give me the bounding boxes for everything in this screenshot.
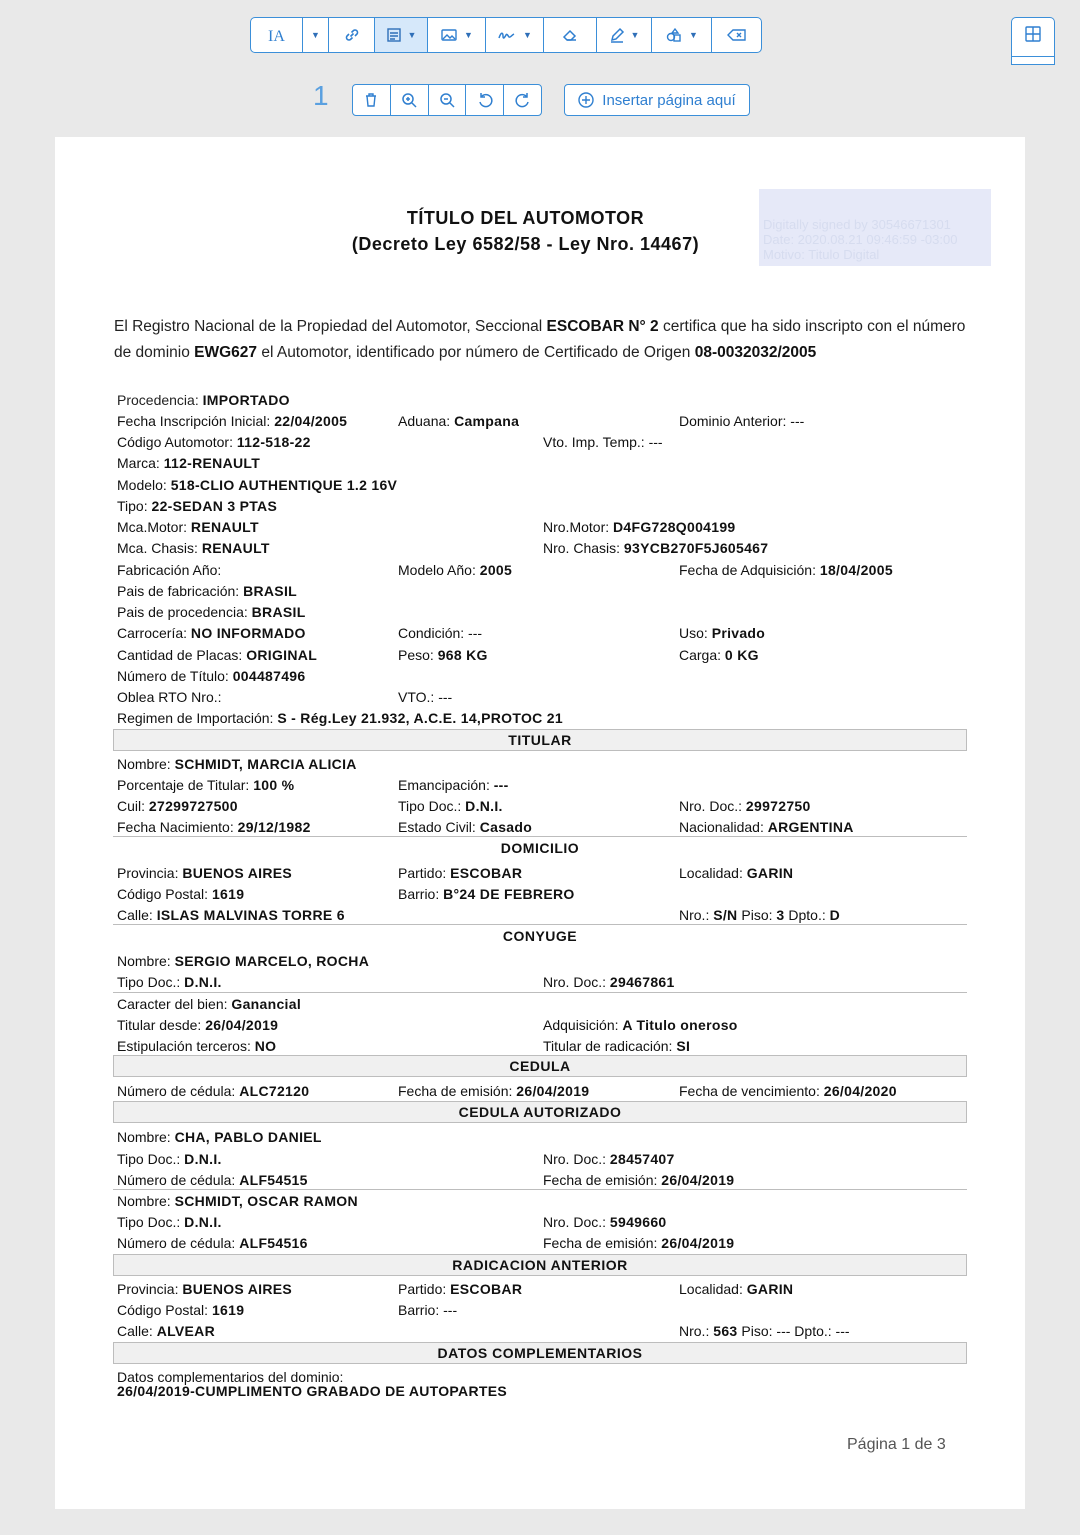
caracter-field: Caracter del bien: Ganancial bbox=[117, 996, 302, 1012]
titular-radicacion-field: Titular de radicación: SI bbox=[543, 1038, 691, 1054]
titular-desde-field: Titular desde: 26/04/2019 bbox=[117, 1017, 279, 1033]
caret-down-icon: ▼ bbox=[630, 30, 640, 40]
caret-down-icon: ▼ bbox=[311, 30, 320, 40]
tipo-field: Tipo: 22-SEDAN 3 PTAS bbox=[117, 498, 278, 514]
emancipacion-field: Emancipación: --- bbox=[398, 777, 509, 793]
form-tool-button[interactable] bbox=[375, 18, 428, 52]
title-line-1: TÍTULO DEL AUTOMOTOR bbox=[406, 208, 645, 228]
autorizado-cedula-field: Número de cédula: ALF54516 bbox=[117, 1235, 308, 1251]
field-row bbox=[117, 1149, 967, 1169]
cedula-vencimiento-field: Fecha de vencimiento: 26/04/2020 bbox=[679, 1083, 897, 1099]
text-tool-dropdown[interactable] bbox=[303, 18, 329, 52]
tipo-doc-field: Tipo Doc.: D.N.I. bbox=[398, 798, 503, 814]
field-row bbox=[117, 560, 967, 580]
field-row bbox=[117, 411, 967, 431]
text-icon bbox=[267, 26, 287, 44]
field-row bbox=[117, 905, 967, 925]
calle-field: Calle: ISLAS MALVINAS TORRE 6 bbox=[117, 907, 345, 923]
field-row bbox=[117, 1321, 967, 1341]
peso-field: Peso: 968 KG bbox=[398, 647, 488, 663]
complementarios-label: Datos complementarios del dominio: bbox=[117, 1369, 344, 1385]
section-header-cedula: CEDULA bbox=[113, 1055, 967, 1077]
field-row bbox=[117, 432, 967, 452]
page-tools bbox=[352, 84, 542, 116]
caret-down-icon: ▼ bbox=[407, 30, 417, 40]
divider bbox=[1012, 56, 1054, 57]
intro-text: certifica que ha sido inscripto con el número de dominio bbox=[114, 318, 966, 361]
field-row bbox=[117, 1212, 967, 1232]
autorizado-emision-field: Fecha de emisión: 26/04/2019 bbox=[543, 1172, 735, 1188]
nro-chasis-field: Nro. Chasis: 93YCB270F5J605467 bbox=[543, 540, 769, 556]
field-row bbox=[117, 754, 967, 774]
cedula-emision-field: Fecha de emisión: 26/04/2019 bbox=[398, 1083, 590, 1099]
pais-procedencia-field: Pais de procedencia: BRASIL bbox=[117, 604, 306, 620]
titular-nombre-field: Nombre: SCHMIDT, MARCIA ALICIA bbox=[117, 756, 357, 772]
intro-text: el Automotor, identificado por número de Certificado de Origen bbox=[257, 344, 695, 361]
estado-civil-field: Estado Civil: Casado bbox=[398, 819, 533, 835]
modelo-anio-field: Modelo Año: 2005 bbox=[398, 562, 513, 578]
rotate-left-icon bbox=[477, 92, 493, 108]
autorizado-tipo-doc-field: Tipo Doc.: D.N.I. bbox=[117, 1214, 222, 1230]
adquisicion-field: Adquisición: A Titulo oneroso bbox=[543, 1017, 738, 1033]
field-row bbox=[117, 453, 967, 473]
vto-imp-temp-field: Vto. Imp. Temp.: --- bbox=[543, 434, 663, 450]
section-header-domicilio: DOMICILIO bbox=[113, 836, 967, 858]
radicacion-partido-field: Partido: ESCOBAR bbox=[398, 1281, 523, 1297]
partido-field: Partido: ESCOBAR bbox=[398, 865, 523, 881]
autorizado-nombre-field: Nombre: CHA, PABLO DANIEL bbox=[117, 1129, 322, 1145]
divider bbox=[113, 992, 967, 993]
field-row bbox=[117, 817, 967, 837]
delete-annotation-button[interactable] bbox=[712, 18, 761, 52]
radicacion-calle-field: Calle: ALVEAR bbox=[117, 1323, 216, 1339]
conyuge-nombre-field: Nombre: SERGIO MARCELO, ROCHA bbox=[117, 953, 370, 969]
field-row bbox=[117, 708, 967, 728]
zoom-in-icon bbox=[401, 92, 417, 108]
shapes-tool-button[interactable] bbox=[652, 18, 712, 52]
certificado-value: 08-0032032/2005 bbox=[694, 344, 817, 361]
provincia-field: Provincia: BUENOS AIRES bbox=[117, 865, 293, 881]
field-row bbox=[117, 390, 967, 410]
codigo-automotor-field: Código Automotor: 112-518-22 bbox=[117, 434, 311, 450]
link-icon bbox=[343, 26, 361, 44]
radicacion-barrio-field: Barrio: --- bbox=[398, 1302, 458, 1318]
signature-tool-button[interactable] bbox=[486, 18, 544, 52]
radicacion-localidad-field: Localidad: GARIN bbox=[679, 1281, 794, 1297]
zoom-out-button[interactable] bbox=[429, 85, 467, 115]
modelo-field: Modelo: 518-CLIO AUTHENTIQUE 1.2 16V bbox=[117, 477, 398, 493]
text-tool-button[interactable] bbox=[251, 18, 303, 52]
radicacion-cp-field: Código Postal: 1619 bbox=[117, 1302, 245, 1318]
section-header-complementarios: DATOS COMPLEMENTARIOS bbox=[113, 1342, 967, 1364]
signature-line: Date: 2020.08.21 09:46:59 -03:00 bbox=[763, 232, 958, 247]
autorizado-nro-doc-field: Nro. Doc.: 28457407 bbox=[543, 1151, 675, 1167]
delete-page-button[interactable] bbox=[353, 85, 391, 115]
field-row bbox=[117, 623, 967, 643]
highlighter-tool-button[interactable] bbox=[597, 18, 652, 52]
field-row bbox=[117, 1383, 967, 1399]
section-header-conyuge: CONYUGE bbox=[113, 924, 967, 946]
fabricacion-anio-field: Fabricación Año: bbox=[117, 562, 222, 578]
rotate-left-button[interactable] bbox=[466, 85, 504, 115]
field-row bbox=[117, 884, 967, 904]
trash-icon bbox=[363, 92, 379, 108]
field-row bbox=[117, 796, 967, 816]
mca-motor-field: Mca.Motor: RENAULT bbox=[117, 519, 259, 535]
rotate-right-icon bbox=[515, 92, 531, 108]
insert-page-label: Insertar página aquí bbox=[602, 91, 736, 109]
cuil-field: Cuil: 27299727500 bbox=[117, 798, 238, 814]
insert-page-button[interactable] bbox=[564, 84, 750, 116]
signature-line: Motivo: Titulo Digital bbox=[763, 247, 880, 262]
field-row bbox=[117, 1081, 967, 1101]
nacionalidad-field: Nacionalidad: ARGENTINA bbox=[679, 819, 854, 835]
field-row bbox=[117, 496, 967, 516]
autorizado-nombre-field: Nombre: SCHMIDT, OSCAR RAMON bbox=[117, 1193, 358, 1209]
field-row bbox=[117, 645, 967, 665]
field-row bbox=[117, 538, 967, 558]
form-icon bbox=[386, 27, 402, 43]
divider bbox=[113, 1189, 967, 1190]
pais-fabricacion-field: Pais de fabricación: BRASIL bbox=[117, 583, 297, 599]
eraser-tool-button[interactable] bbox=[544, 18, 597, 52]
annotation-toolbar bbox=[250, 17, 762, 53]
aduana-field: Aduana: Campana bbox=[398, 413, 520, 429]
radicacion-provincia-field: Provincia: BUENOS AIRES bbox=[117, 1281, 293, 1297]
uso-field: Uso: Privado bbox=[679, 625, 766, 641]
caret-down-icon: ▼ bbox=[464, 30, 473, 40]
field-row bbox=[117, 687, 967, 707]
page-number: 1 bbox=[313, 80, 329, 111]
regimen-field: Regimen de Importación: S - Rég.Ley 21.932, A.C.E. 14,PROTOC 21 bbox=[117, 710, 563, 726]
grid-icon bbox=[1025, 26, 1041, 42]
field-row bbox=[117, 517, 967, 537]
field-row bbox=[117, 1233, 967, 1253]
page-footer: Página 1 de 3 bbox=[847, 1436, 946, 1453]
eraser-icon bbox=[561, 27, 579, 43]
field-row bbox=[117, 972, 967, 992]
field-row bbox=[117, 1279, 967, 1299]
field-row bbox=[117, 775, 967, 795]
conyuge-nro-doc-field: Nro. Doc.: 29467861 bbox=[543, 974, 675, 990]
mca-chasis-field: Mca. Chasis: RENAULT bbox=[117, 540, 270, 556]
fecha-nacimiento-field: Fecha Nacimiento: 29/12/1982 bbox=[117, 819, 311, 835]
plus-circle-icon bbox=[578, 92, 594, 108]
fecha-adquisicion-field: Fecha de Adquisición: 18/04/2005 bbox=[679, 562, 893, 578]
nro-doc-field: Nro. Doc.: 29972750 bbox=[679, 798, 811, 814]
oblea-rto-field: Oblea RTO Nro.: bbox=[117, 689, 222, 705]
field-row bbox=[117, 1191, 967, 1211]
field-row bbox=[117, 1036, 967, 1056]
field-row bbox=[117, 602, 967, 622]
codigo-postal-field: Código Postal: 1619 bbox=[117, 886, 245, 902]
barrio-field: Barrio: B°24 DE FEBRERO bbox=[398, 886, 575, 902]
intro-paragraph bbox=[114, 314, 974, 366]
intro-text: El Registro Nacional de la Propiedad del Automotor, Seccional bbox=[114, 318, 547, 335]
autorizado-cedula-field: Número de cédula: ALF54515 bbox=[117, 1172, 308, 1188]
section-header-cedula-autorizado: CEDULA AUTORIZADO bbox=[113, 1101, 967, 1123]
rotate-right-button[interactable] bbox=[504, 85, 541, 115]
backspace-icon bbox=[727, 28, 747, 42]
caret-down-icon: ▼ bbox=[689, 30, 698, 40]
condicion-field: Condición: --- bbox=[398, 625, 483, 641]
link-tool-button[interactable] bbox=[329, 18, 375, 52]
numero-titulo-field: Número de Título: 004487496 bbox=[117, 668, 306, 684]
shapes-icon bbox=[665, 27, 683, 43]
image-icon bbox=[440, 27, 458, 43]
field-row bbox=[117, 1127, 967, 1147]
conyuge-tipo-doc-field: Tipo Doc.: D.N.I. bbox=[117, 974, 222, 990]
pen-icon bbox=[609, 27, 625, 43]
cantidad-placas-field: Cantidad de Placas: ORIGINAL bbox=[117, 647, 318, 663]
nro-motor-field: Nro.Motor: D4FG728Q004199 bbox=[543, 519, 736, 535]
seccional-value: ESCOBAR N° 2 bbox=[546, 318, 659, 335]
digital-signature-box[interactable] bbox=[759, 189, 991, 266]
radicacion-nro-field: Nro.: 563 Piso: --- Dpto.: --- bbox=[679, 1323, 850, 1339]
caret-down-icon: ▼ bbox=[523, 30, 532, 40]
autorizado-emision-field: Fecha de emisión: 26/04/2019 bbox=[543, 1235, 735, 1251]
signature-icon bbox=[497, 27, 517, 43]
field-row bbox=[117, 1170, 967, 1190]
carga-field: Carga: 0 KG bbox=[679, 647, 759, 663]
vto-field: VTO.: --- bbox=[398, 689, 453, 705]
field-row bbox=[117, 475, 967, 495]
autorizado-nro-doc-field: Nro. Doc.: 5949660 bbox=[543, 1214, 667, 1230]
nro-piso-dpto-field: Nro.: S/N Piso: 3 Dpto.: D bbox=[679, 907, 841, 923]
field-row bbox=[117, 994, 967, 1014]
complementarios-value: 26/04/2019-CUMPLIMENTO GRABADO DE AUTOPARTES bbox=[117, 1383, 507, 1399]
marca-field: Marca: 112-RENAULT bbox=[117, 455, 261, 471]
zoom-in-button[interactable] bbox=[391, 85, 429, 115]
section-header-titular: TITULAR bbox=[113, 729, 967, 751]
title-line-2: (Decreto Ley 6582/58 - Ley Nro. 14467) bbox=[351, 234, 700, 254]
section-header-radicacion: RADICACION ANTERIOR bbox=[113, 1254, 967, 1276]
zoom-out-icon bbox=[439, 92, 455, 108]
estipulacion-field: Estipulación terceros: NO bbox=[117, 1038, 277, 1054]
document-page bbox=[55, 137, 1025, 1509]
field-row bbox=[117, 666, 967, 686]
image-tool-button[interactable] bbox=[428, 18, 486, 52]
field-row bbox=[117, 1015, 967, 1035]
porcentaje-field: Porcentaje de Titular: 100 % bbox=[117, 777, 295, 793]
autorizado-tipo-doc-field: Tipo Doc.: D.N.I. bbox=[117, 1151, 222, 1167]
layout-toggle-button[interactable] bbox=[1011, 17, 1055, 65]
signature-line: Digitally signed by 30546671301 bbox=[763, 217, 951, 232]
localidad-field: Localidad: GARIN bbox=[679, 865, 794, 881]
field-row bbox=[117, 581, 967, 601]
dominio-value: EWG627 bbox=[194, 344, 258, 361]
field-row bbox=[117, 863, 967, 883]
procedencia-field: Procedencia: IMPORTADO bbox=[117, 392, 290, 408]
cedula-numero-field: Número de cédula: ALC72120 bbox=[117, 1083, 310, 1099]
carroceria-field: Carrocería: NO INFORMADO bbox=[117, 625, 306, 641]
svg-text:IA: IA bbox=[267, 28, 285, 44]
dominio-anterior-field: Dominio Anterior: --- bbox=[679, 413, 805, 429]
field-row bbox=[117, 1300, 967, 1320]
fecha-inscripcion-field: Fecha Inscripción Inicial: 22/04/2005 bbox=[117, 413, 348, 429]
field-row bbox=[117, 951, 967, 971]
